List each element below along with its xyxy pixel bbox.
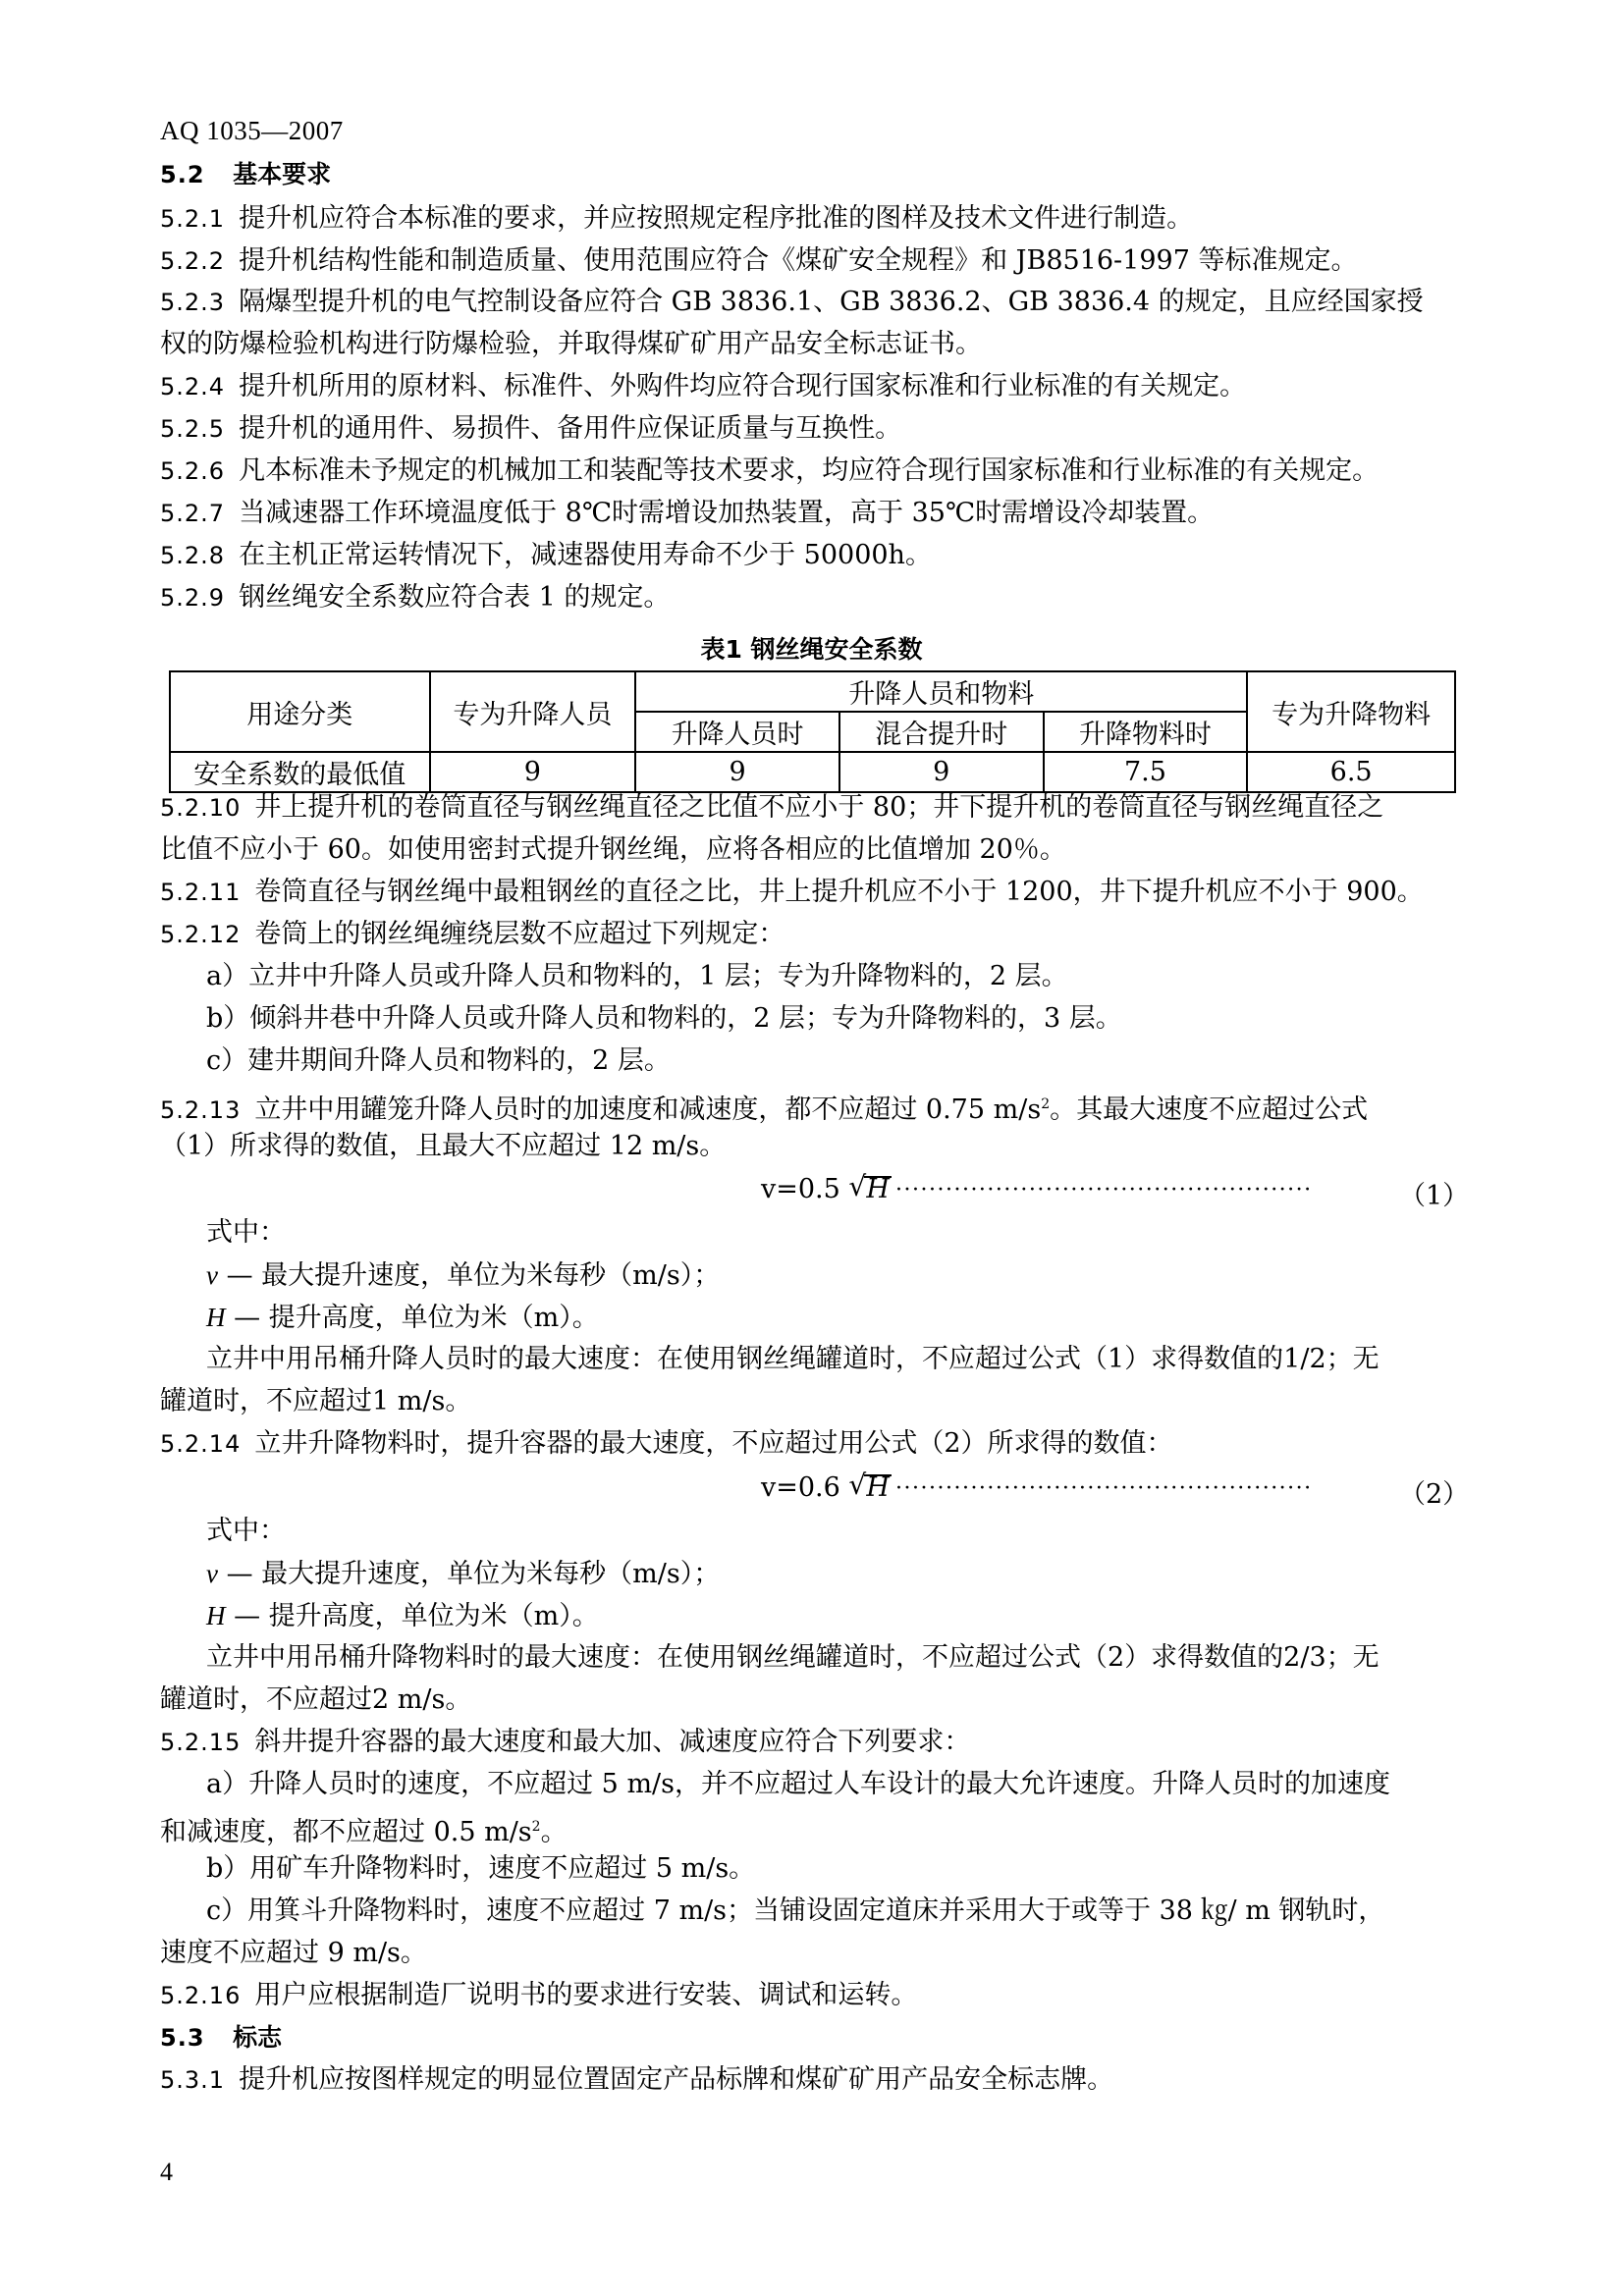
- clause-5-2-9: [160, 578, 670, 617]
- clause-number: 5.2.15: [160, 1729, 242, 1756]
- clause-text: 当减速器工作环境温度低于 8℃时需增设加热装置，高于 35℃时需增设冷却装置。: [239, 498, 1215, 528]
- clause-5-2-2: [160, 241, 1357, 281]
- clause-text: 比值不应小于 60。如使用密封式提升钢丝绳，应将各相应的比值增加 20％。: [160, 834, 1066, 865]
- clause-text: 卷筒直径与钢丝绳中最粗钢丝的直径之比，井上提升机应不小于 1200，井下提升机应不小于 900。: [254, 877, 1424, 907]
- table-cell: 6.5: [1247, 752, 1455, 792]
- table-cell: 9: [839, 752, 1044, 792]
- list-item-a: a）立井中升降人员或升降人员和物料的，1 层；专为升降物料的，2 层。: [206, 961, 1068, 991]
- safety-factor-table: [169, 670, 1456, 793]
- paragraph-cont: 罐道时，不应超过1 m/s。: [160, 1386, 472, 1416]
- formula-number: （1）: [1399, 1181, 1470, 1211]
- list-item-b: b）倾斜井巷中升降人员或升降人员和物料的，2 层；专为升降物料的，3 层。: [206, 1003, 1122, 1034]
- header-material-only: 专为升降物料: [1247, 671, 1455, 752]
- section-number: 5.3: [160, 2024, 205, 2052]
- section-5-2-heading: [160, 155, 331, 194]
- clause-5-2-3: [160, 283, 1424, 322]
- clause-5-2-4: [160, 367, 1246, 406]
- clause-text: 井上提升机的卷筒直径与钢丝绳直径之比值不应小于 80；井下提升机的卷筒直径与钢丝绳直径之: [254, 792, 1384, 823]
- clause-number: 5.2.6: [160, 457, 226, 485]
- section-title: 标志: [233, 2023, 283, 2052]
- clause-text: 用户应根据制造厂说明书的要求进行安装、调试和运转。: [254, 1980, 918, 2010]
- clause-5-2-10-cont: [160, 830, 1066, 870]
- clause-text: 隔爆型提升机的电气控制设备应符合 GB 3836.1、GB 3836.2、GB 3836.4 的规定，且应经国家授: [239, 287, 1424, 317]
- clause-text: 。: [540, 1817, 568, 1847]
- clause-text: 提升机结构性能和制造质量、使用范围应符合《煤矿安全规程》和 JB8516-1997 等标准规定。: [239, 245, 1358, 276]
- clause-number: 5.2.7: [160, 500, 226, 527]
- variable-h: [206, 1298, 599, 1338]
- clause-number: 5.2.2: [160, 247, 226, 275]
- variable-desc: — 最大提升速度，单位为米每秒（m/s）；: [226, 1559, 721, 1589]
- clause-5-2-11: [160, 873, 1424, 912]
- clause-5-2-12: [160, 915, 784, 954]
- formula-lhs: v=0.6: [761, 1472, 840, 1503]
- subheader-lifting-people: 升降人员时: [635, 712, 839, 752]
- clause-number: 5.2.3: [160, 289, 226, 316]
- paragraph: 立井中用吊桶升降物料时的最大速度：在使用钢丝绳罐道时，不应超过公式（2）求得数值的2/3；无: [206, 1642, 1380, 1673]
- section-number: 5.2: [160, 161, 205, 188]
- list-item-c: c）建井期间升降人员和物料的，2 层。: [206, 1045, 671, 1076]
- symbol-v: v: [206, 1559, 218, 1588]
- clause-number: 5.2.13: [160, 1096, 242, 1124]
- list-item-c-cont: 速度不应超过 9 m/s。: [160, 1938, 427, 1968]
- formula-number: （2）: [1399, 1479, 1470, 1510]
- formula-2: [761, 1472, 890, 1503]
- formula-lhs: v=0.5: [761, 1174, 840, 1204]
- subheader-lifting-material: 升降物料时: [1044, 712, 1248, 752]
- clause-5-2-8: [160, 536, 932, 575]
- clause-number: 5.2.9: [160, 584, 226, 612]
- list-item-a: a）升降人员时的速度，不应超过 5 m/s，并不应超过人车设计的最大允许速度。升降人员时的加速度: [206, 1769, 1390, 1799]
- page-number: 4: [160, 2158, 173, 2186]
- table-title: 表1 钢丝绳安全系数: [700, 635, 923, 664]
- clause-5-2-1: [160, 199, 1193, 239]
- clause-text: 在主机正常运转情况下，减速器使用寿命不少于 50000h。: [239, 540, 932, 570]
- clause-text: （1）所求得的数值，且最大不应超过 12 m/s。: [160, 1131, 727, 1161]
- section-5-3-heading: [160, 2018, 282, 2057]
- variable-desc: — 最大提升速度，单位为米每秒（m/s）；: [226, 1260, 721, 1291]
- clause-number: 5.2.16: [160, 1982, 242, 2009]
- clause-number: 5.2.10: [160, 794, 242, 822]
- clause-5-2-3-cont: [160, 325, 982, 364]
- sqrt-h: √ H: [848, 1472, 890, 1503]
- symbol-h: H: [206, 1601, 226, 1630]
- superscript: 2: [531, 1819, 541, 1835]
- clause-text: 卷筒上的钢丝绳缠绕层数不应超过下列规定：: [254, 919, 785, 949]
- clause-number: 5.2.14: [160, 1430, 242, 1458]
- clause-5-3-1: [160, 2060, 1113, 2100]
- clause-text: 凡本标准未予规定的机械加工和装配等技术要求，均应符合现行国家标准和行业标准的有关规定。: [239, 455, 1380, 486]
- clause-text: 立井中用罐笼升降人员时的加速度和减速度，都不应超过 0.75 m/s: [254, 1095, 1042, 1125]
- variable-v: [206, 1255, 720, 1296]
- clause-5-2-16: [160, 1976, 917, 2015]
- clause-number: 5.3.1: [160, 2066, 226, 2094]
- clause-text: 和减速度，都不应超过 0.5 m/s: [160, 1817, 532, 1847]
- clause-text: 钢丝绳安全系数应符合表 1 的规定。: [239, 582, 671, 613]
- clause-number: 5.2.5: [160, 415, 226, 443]
- clause-5-2-7: [160, 494, 1214, 533]
- header-use-category: 用途分类: [170, 671, 430, 752]
- header-person-only: 专为升降人员: [430, 671, 636, 752]
- sqrt-h: √ H: [848, 1174, 890, 1204]
- clause-text: 提升机应按图样规定的明显位置固定产品标牌和煤矿矿用产品安全标志牌。: [239, 2064, 1114, 2095]
- clause-number: 5.2.8: [160, 542, 226, 569]
- list-item-b: b）用矿车升降物料时，速度不应超过 5 m/s。: [206, 1853, 756, 1884]
- clause-5-2-5: [160, 409, 901, 449]
- symbol-h: H: [206, 1303, 226, 1332]
- clause-text: 权的防爆检验机构进行防爆检验，并取得煤矿矿用产品安全标志证书。: [160, 329, 982, 359]
- clause-5-2-6: [160, 452, 1379, 491]
- leader-dots: ··················································: [895, 1476, 1313, 1501]
- subheader-mixed-lifting: 混合提升时: [839, 712, 1044, 752]
- clause-text: 提升机的通用件、易损件、备用件应保证质量与互换性。: [239, 413, 902, 444]
- table-cell: 9: [430, 752, 636, 792]
- clause-number: 5.2.1: [160, 205, 226, 233]
- clause-text: 斜井提升容器的最大速度和最大加、减速度应符合下列要求：: [254, 1727, 971, 1757]
- leader-dots: ··················································: [895, 1178, 1313, 1202]
- list-item-c: c）用箕斗升降物料时，速度不应超过 7 m/s；当铺设固定道床并采用大于或等于 38 ㎏/ m 钢轨时，: [206, 1896, 1385, 1926]
- clause-5-2-13-cont: [160, 1127, 726, 1166]
- clause-text: 立井升降物料时，提升容器的最大速度，不应超过用公式（2）所求得的数值：: [254, 1428, 1173, 1459]
- table-cell: 9: [635, 752, 839, 792]
- section-title: 基本要求: [233, 160, 332, 188]
- clause-number: 5.2.12: [160, 921, 242, 948]
- clause-5-2-14: [160, 1424, 1173, 1464]
- clause-number: 5.2.11: [160, 879, 242, 906]
- variable-desc: — 提升高度，单位为米（m）。: [234, 1601, 599, 1631]
- clause-5-2-15: [160, 1723, 970, 1762]
- variable-v: [206, 1554, 720, 1594]
- clause-number: 5.2.4: [160, 373, 226, 400]
- clause-5-2-13: [160, 1085, 1368, 1130]
- variable-desc: — 提升高度，单位为米（m）。: [234, 1303, 599, 1333]
- paragraph-cont: 罐道时，不应超过2 m/s。: [160, 1684, 472, 1715]
- clause-text: 提升机应符合本标准的要求，并应按照规定程序批准的图样及技术文件进行制造。: [239, 203, 1194, 234]
- standard-code-header: AQ 1035—2007: [160, 116, 344, 145]
- clause-text: 。其最大速度不应超过公式: [1050, 1095, 1369, 1125]
- where-label: 式中：: [206, 1516, 286, 1546]
- variable-h: [206, 1596, 599, 1636]
- superscript: 2: [1041, 1096, 1051, 1112]
- header-person-and-material: 升降人员和物料: [635, 671, 1247, 712]
- list-item-a-cont: [160, 1807, 568, 1852]
- row-label-min-safety-factor: 安全系数的最低值: [170, 752, 430, 792]
- table-cell: 7.5: [1044, 752, 1248, 792]
- symbol-v: v: [206, 1260, 218, 1290]
- clause-5-2-10: [160, 788, 1383, 828]
- paragraph: 立井中用吊桶升降人员时的最大速度：在使用钢丝绳罐道时，不应超过公式（1）求得数值的1/2；无: [206, 1344, 1380, 1374]
- formula-1: [761, 1174, 890, 1204]
- clause-text: 提升机所用的原材料、标准件、外购件均应符合现行国家标准和行业标准的有关规定。: [239, 371, 1247, 401]
- where-label: 式中：: [206, 1217, 286, 1248]
